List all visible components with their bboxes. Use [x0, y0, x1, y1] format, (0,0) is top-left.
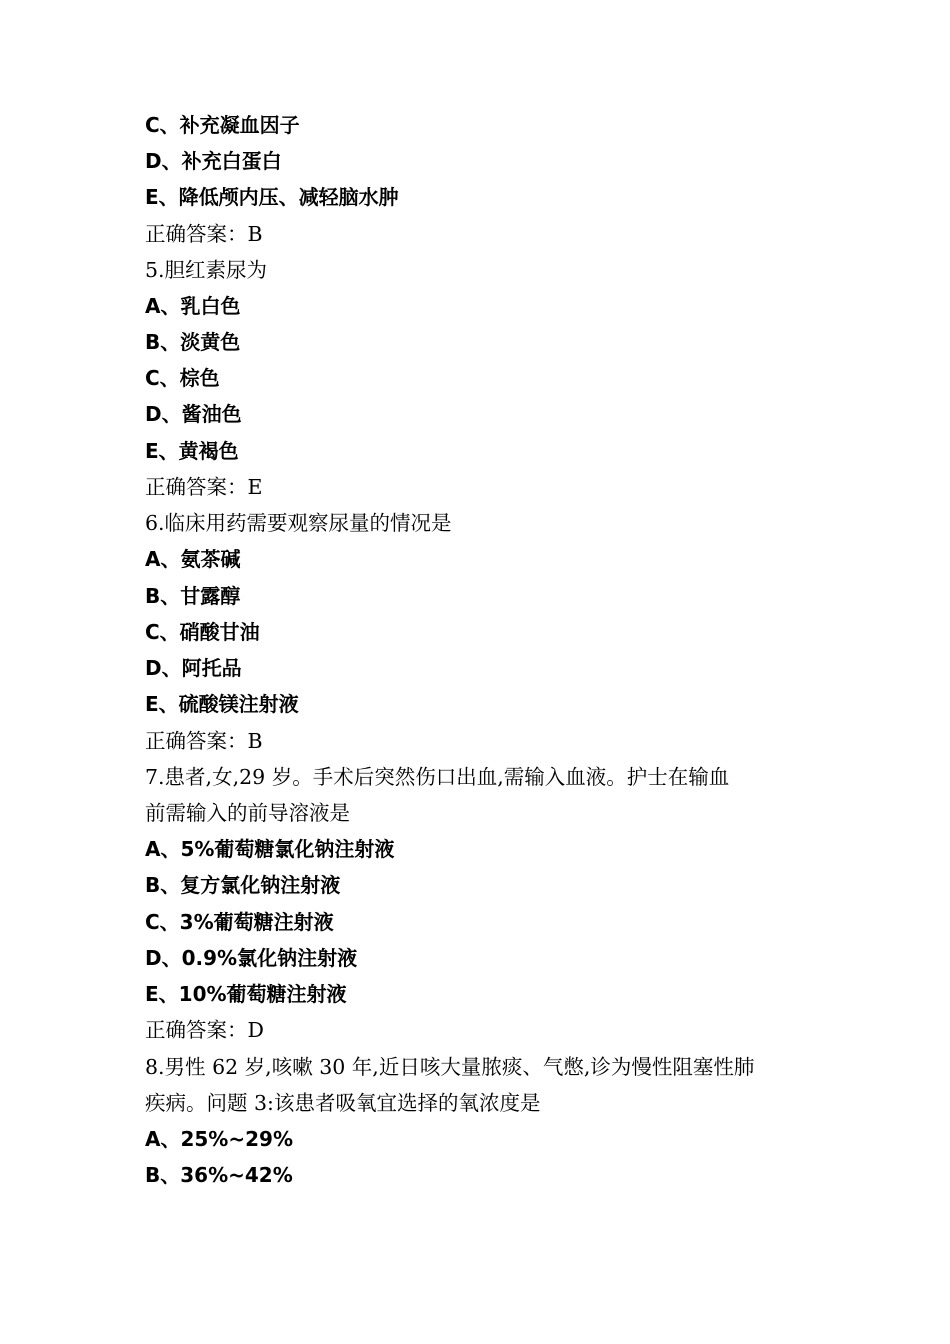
option-line: B、甘露醇	[145, 584, 241, 608]
option-line: D、酱油色	[145, 402, 242, 426]
option-line: A、乳白色	[145, 294, 241, 318]
option-line: C、棕色	[145, 366, 220, 390]
option-line: A、氨茶碱	[145, 547, 241, 571]
option-line: B、复方氯化钠注射液	[145, 873, 341, 897]
option-line: E、降低颅内压、减轻脑水肿	[145, 185, 399, 209]
option-line: D、阿托品	[145, 656, 242, 680]
answer-line: 正确答案：E	[145, 475, 263, 499]
option-line: C、3%葡萄糖注射液	[145, 910, 334, 934]
option-line: E、黄褐色	[145, 439, 239, 463]
question-line: 前需输入的前导溶液是	[145, 801, 350, 825]
option-line: C、补充凝血因子	[145, 113, 300, 137]
question-line: 7.患者,女,29 岁。手术后突然伤口出血,需输入血液。护士在输血	[145, 765, 730, 789]
answer-line: 正确答案：B	[145, 222, 263, 246]
option-line: B、36%~42%	[145, 1163, 293, 1187]
question-line: 8.男性 62 岁,咳嗽 30 年,近日咳大量脓痰、气憋,诊为慢性阻塞性肺	[145, 1055, 755, 1079]
question-line: 6.临床用药需要观察尿量的情况是	[145, 511, 452, 535]
option-line: A、25%~29%	[145, 1127, 293, 1151]
option-line: E、10%葡萄糖注射液	[145, 982, 347, 1006]
question-line: 疾病。问题 3:该患者吸氧宜选择的氧浓度是	[145, 1091, 541, 1115]
option-line: D、0.9%氯化钠注射液	[145, 946, 358, 970]
answer-line: 正确答案：D	[145, 1018, 264, 1042]
option-line: C、硝酸甘油	[145, 620, 260, 644]
option-line: B、淡黄色	[145, 330, 241, 354]
option-line: D、补充白蛋白	[145, 149, 282, 173]
option-line: A、5%葡萄糖氯化钠注射液	[145, 837, 395, 861]
option-line: E、硫酸镁注射液	[145, 692, 299, 716]
question-line: 5.胆红素尿为	[145, 258, 268, 282]
answer-line: 正确答案：B	[145, 729, 263, 753]
